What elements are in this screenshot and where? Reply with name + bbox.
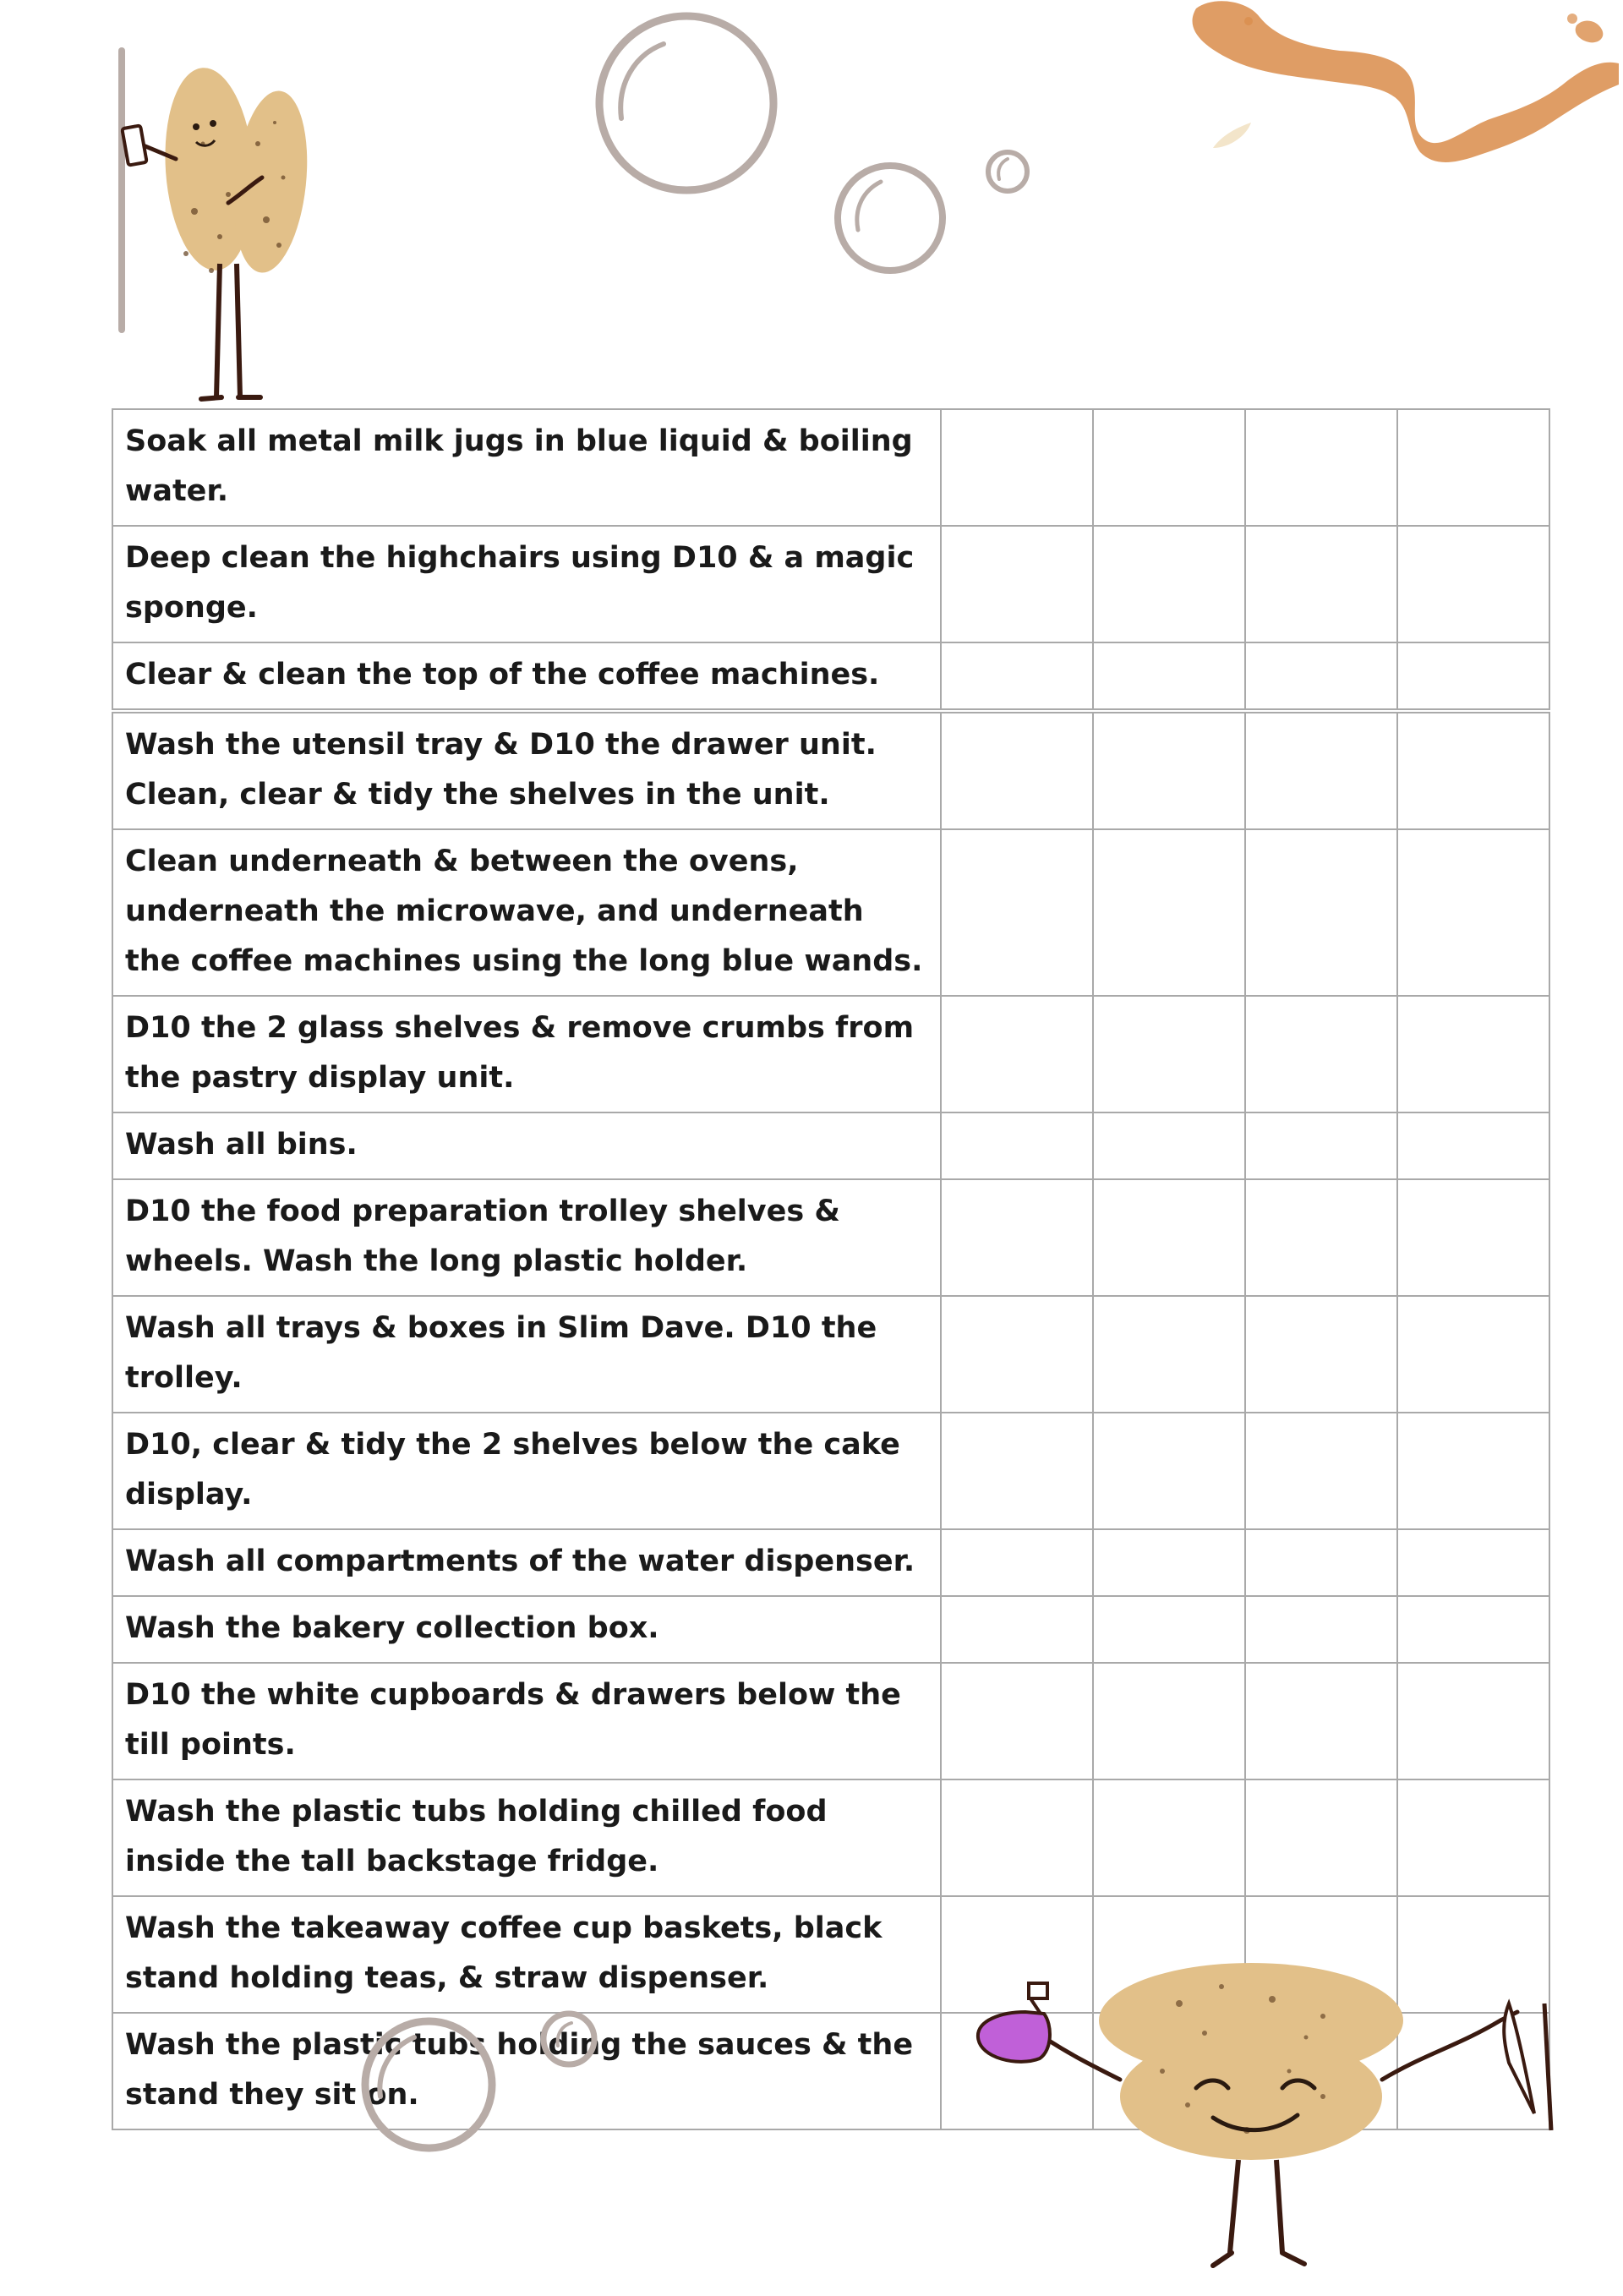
check-cell[interactable]	[1245, 711, 1397, 829]
task-cell: Wash the bakery collection box.	[112, 1596, 941, 1663]
table-row	[112, 711, 1549, 829]
check-cell[interactable]	[941, 1596, 1093, 1663]
check-cell[interactable]	[1397, 1112, 1549, 1179]
table-row	[112, 1663, 1549, 1779]
check-cell[interactable]	[941, 409, 1093, 526]
check-cell[interactable]	[1245, 996, 1397, 1112]
check-cell[interactable]	[1093, 1596, 1245, 1663]
potato-character-cleaning-illustration	[968, 1953, 1577, 2274]
check-cell[interactable]	[1093, 1779, 1245, 1896]
task-cell: Wash the plastic tubs holding the sauces & the stand they sit on.	[112, 2013, 941, 2129]
check-cell[interactable]	[941, 1179, 1093, 1296]
check-cell[interactable]	[1397, 1596, 1549, 1663]
table-row	[112, 996, 1549, 1112]
check-cell[interactable]	[1245, 1779, 1397, 1896]
task-cell: Deep clean the highchairs using D10 & a magic sponge.	[112, 526, 941, 642]
check-cell[interactable]	[1397, 1779, 1549, 1896]
check-cell[interactable]	[1397, 1529, 1549, 1596]
task-cell: D10, clear & tidy the 2 shelves below the cake display.	[112, 1413, 941, 1529]
table-row	[112, 526, 1549, 642]
check-cell[interactable]	[941, 642, 1093, 711]
task-cell: D10 the 2 glass shelves & remove crumbs from the pastry display unit.	[112, 996, 941, 1112]
check-cell[interactable]	[1093, 1663, 1245, 1779]
table-row	[112, 1779, 1549, 1896]
check-cell[interactable]	[1245, 1179, 1397, 1296]
coffee-stain-illustration	[1179, 0, 1623, 169]
check-cell[interactable]	[1093, 409, 1245, 526]
task-cell: Wash the takeaway coffee cup baskets, black stand holding teas, & straw dispenser.	[112, 1896, 941, 2013]
check-cell[interactable]	[941, 1663, 1093, 1779]
cleaning-checklist-table	[112, 408, 1550, 2130]
check-cell[interactable]	[1245, 1413, 1397, 1529]
check-cell[interactable]	[1093, 1413, 1245, 1529]
task-cell: Clear & clean the top of the coffee machines.	[112, 642, 941, 711]
check-cell[interactable]	[1245, 409, 1397, 526]
table-row	[112, 1413, 1549, 1529]
task-cell: D10 the white cupboards & drawers below the till points.	[112, 1663, 941, 1779]
task-cell: Wash the plastic tubs holding chilled food inside the tall backstage fridge.	[112, 1779, 941, 1896]
check-cell[interactable]	[1397, 642, 1549, 711]
soap-bubbles-top	[583, 0, 1057, 287]
table-row	[112, 1179, 1549, 1296]
check-cell[interactable]	[941, 996, 1093, 1112]
soap-bubbles-bottom	[347, 1995, 617, 2164]
check-cell[interactable]	[1245, 526, 1397, 642]
check-cell[interactable]	[1093, 1296, 1245, 1413]
table-row	[112, 829, 1549, 996]
check-cell[interactable]	[941, 1413, 1093, 1529]
task-cell: Wash the utensil tray & D10 the drawer unit. Clean, clear & tidy the shelves in the unit.	[112, 711, 941, 829]
table-row	[112, 1296, 1549, 1413]
table-row	[112, 1112, 1549, 1179]
check-cell[interactable]	[1245, 1112, 1397, 1179]
task-cell: Clean underneath & between the ovens, underneath the microwave, and underneath the coffee machines using the long blue wands.	[112, 829, 941, 996]
check-cell[interactable]	[1245, 642, 1397, 711]
check-cell[interactable]	[1397, 409, 1549, 526]
check-cell[interactable]	[1397, 526, 1549, 642]
check-cell[interactable]	[1245, 1529, 1397, 1596]
task-cell: Wash all compartments of the water dispenser.	[112, 1529, 941, 1596]
check-cell[interactable]	[1397, 711, 1549, 829]
check-cell[interactable]	[941, 829, 1093, 996]
check-cell[interactable]	[1093, 526, 1245, 642]
table-row	[112, 642, 1549, 711]
check-cell[interactable]	[941, 1529, 1093, 1596]
check-cell[interactable]	[941, 1296, 1093, 1413]
check-cell[interactable]	[941, 1112, 1093, 1179]
check-cell[interactable]	[1093, 1112, 1245, 1179]
check-cell[interactable]	[1397, 1413, 1549, 1529]
table-row	[112, 1529, 1549, 1596]
table-row	[112, 409, 1549, 526]
check-cell[interactable]	[1093, 642, 1245, 711]
task-cell: Soak all metal milk jugs in blue liquid & boiling water.	[112, 409, 941, 526]
check-cell[interactable]	[1397, 829, 1549, 996]
check-cell[interactable]	[1397, 1179, 1549, 1296]
check-cell[interactable]	[1093, 1179, 1245, 1296]
check-cell[interactable]	[1245, 1663, 1397, 1779]
table-row	[112, 1596, 1549, 1663]
potato-character-phone-illustration	[101, 42, 330, 414]
task-cell: Wash all bins.	[112, 1112, 941, 1179]
check-cell[interactable]	[1093, 1529, 1245, 1596]
check-cell[interactable]	[1245, 829, 1397, 996]
check-cell[interactable]	[941, 711, 1093, 829]
check-cell[interactable]	[1397, 996, 1549, 1112]
task-cell: D10 the food preparation trolley shelves & wheels. Wash the long plastic holder.	[112, 1179, 941, 1296]
check-cell[interactable]	[941, 526, 1093, 642]
check-cell[interactable]	[1397, 1663, 1549, 1779]
check-cell[interactable]	[1093, 996, 1245, 1112]
check-cell[interactable]	[1093, 829, 1245, 996]
check-cell[interactable]	[1245, 1296, 1397, 1413]
check-cell[interactable]	[1093, 711, 1245, 829]
check-cell[interactable]	[1397, 1296, 1549, 1413]
task-cell: Wash all trays & boxes in Slim Dave. D10 the trolley.	[112, 1296, 941, 1413]
check-cell[interactable]	[941, 1779, 1093, 1896]
check-cell[interactable]	[1245, 1596, 1397, 1663]
